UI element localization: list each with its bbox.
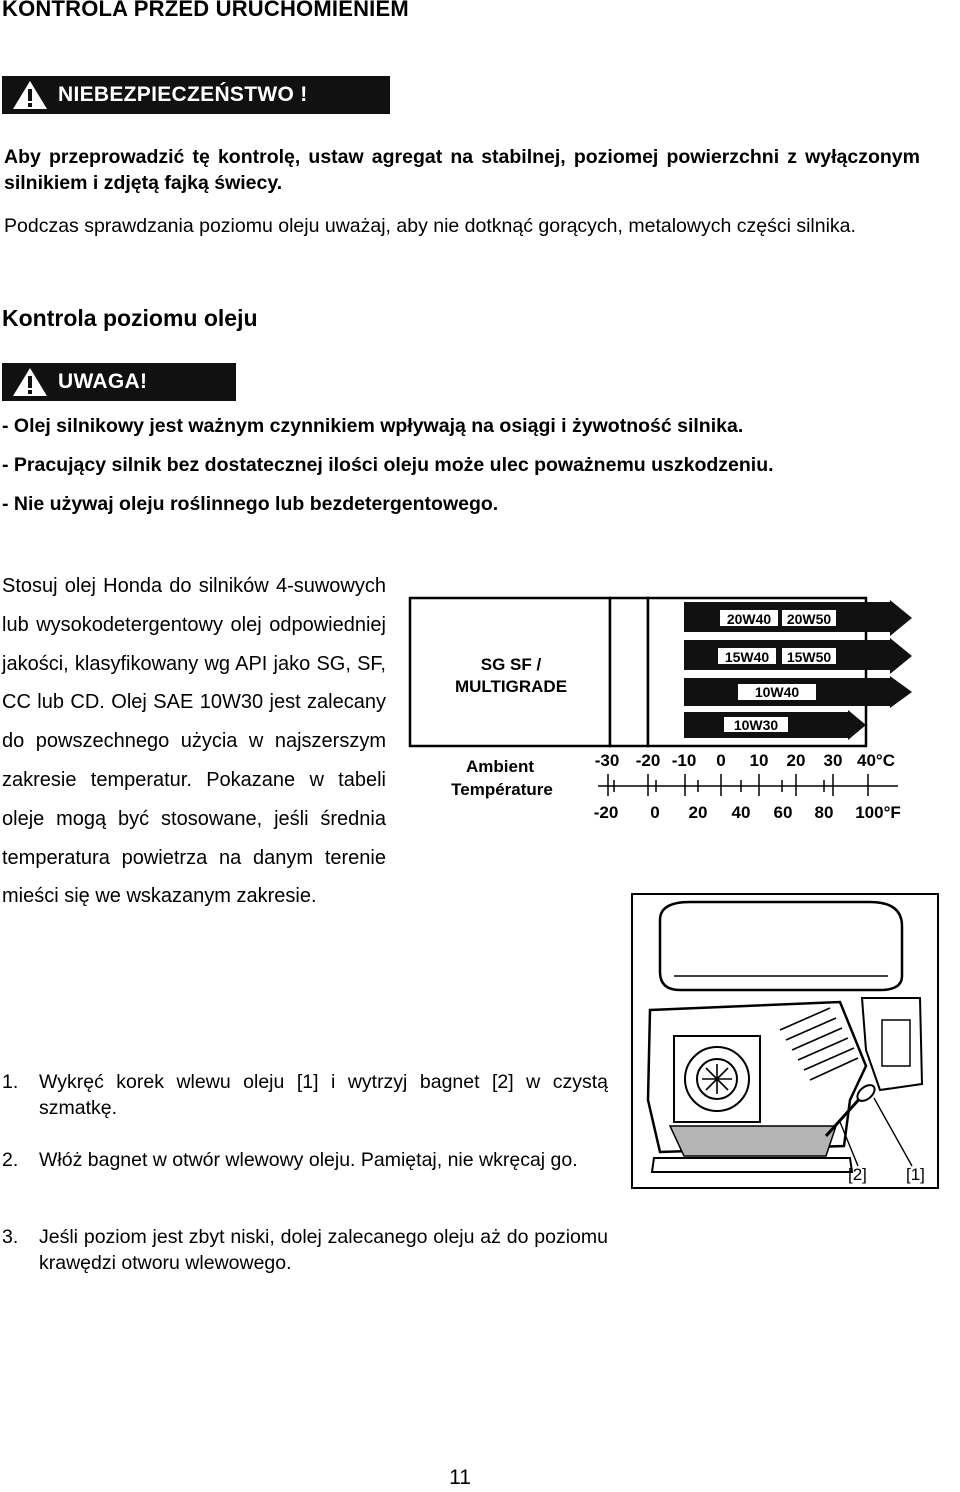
engine-illustration (630, 890, 956, 1192)
step-number: 3. (2, 1226, 19, 1248)
warning-icon (12, 80, 48, 110)
step-text: Wykręć korek wlewu oleju [1] i wytrzyj bagnet [2] w czystą szmatkę. (39, 1071, 608, 1119)
fahrenheit-tick: -20 (593, 803, 619, 822)
fahrenheit-tick: 20 (688, 803, 708, 822)
celsius-tick: -30 (594, 751, 620, 770)
step-text: Włóż bagnet w otwór wlewowy oleju. Pamiętaj, nie wkręcaj go. (39, 1149, 578, 1171)
tick-marks (608, 774, 868, 796)
celsius-tick: 30 (823, 751, 843, 770)
danger-label: NIEBEZPIECZEŃSTWO ! (58, 83, 308, 106)
ambient-label: Ambient (466, 757, 534, 776)
celsius-tick: 20 (786, 751, 806, 770)
bar-label: 15W40 (724, 649, 770, 665)
celsius-tick: 10 (749, 751, 769, 770)
danger-paragraph-1: Aby przeprowadzić tę kontrolę, ustaw agregat na stabilnej, poziomej powierzchni z wyłączonym silnikiem i zdjętą fajką świecy. (4, 146, 920, 194)
danger-paragraph-2: Podczas sprawdzania poziomu oleju uważaj, aby nie dotknąć gorących, metalowych części silnika. (4, 215, 856, 237)
fahrenheit-tick: 40 (731, 803, 751, 822)
page-number: 11 (449, 1466, 471, 1489)
fahrenheit-tick: 0 (650, 803, 660, 822)
bar-label: 10W30 (733, 717, 779, 733)
caution-banner (2, 363, 236, 401)
section-subheading: Kontrola poziomu oleju (2, 305, 258, 331)
warning-icon (12, 367, 48, 397)
fahrenheit-axis (594, 803, 901, 822)
step-text: Jeśli poziom jest zbyt niski, dolej zalecanego oleju aż do poziomu krawędzi otworu wlewowego. (39, 1226, 608, 1274)
chart-column (610, 598, 648, 746)
celsius-tick: 40°C (857, 751, 895, 770)
callout-cap: [1] (906, 1165, 925, 1184)
callout-dipstick: [2] (848, 1165, 867, 1184)
step-item (2, 1147, 608, 1173)
caution-item: - Olej silnikowy jest ważnym czynnikiem wpływają na osiągi i żywotność silnika. (2, 415, 744, 437)
grade-label: MULTIGRADE (454, 677, 568, 696)
oil-sump (670, 1126, 836, 1156)
step-number: 1. (2, 1071, 19, 1093)
oil-viscosity-chart (408, 596, 918, 828)
fuel-tank (660, 902, 902, 990)
fahrenheit-tick: 100°F (855, 803, 901, 822)
bar-label: 10W40 (754, 684, 800, 700)
oil-recommendation-text: Stosuj olej Honda do silników 4-suwowych lub wysokodetergentowy olej odpowiedniej jakości, klasyfikowany wg API jako SG, SF, CC lub CD. Olej SAE 10W30 jest zalecany do powszechnego użycia w najszerszym zakresie temperatur. Pokazane w tabeli oleje mogą być stosowane, jeśli średnia temperatura powietrza na danym terenie mieści się we wskazanym zakresie. (2, 575, 386, 908)
celsius-tick: -20 (635, 751, 661, 770)
celsius-tick: -10 (671, 751, 697, 770)
step-number: 2. (2, 1149, 19, 1171)
caution-label: UWAGA! (58, 370, 148, 393)
page-title: KONTROLA PRZED URUCHOMIENIEM (2, 0, 409, 21)
fahrenheit-tick: 60 (773, 803, 793, 822)
caution-item: - Nie używaj oleju roślinnego lub bezdetergentowego. (2, 493, 499, 515)
danger-banner (2, 76, 390, 114)
bar-label: 20W50 (786, 611, 832, 627)
fahrenheit-tick: 80 (814, 803, 834, 822)
celsius-axis (595, 751, 895, 770)
bar-label: 15W50 (786, 649, 832, 665)
celsius-tick: 0 (716, 751, 726, 770)
step-item (2, 1224, 608, 1276)
bar-label: 20W40 (726, 611, 772, 627)
step-item (2, 1069, 608, 1121)
ambient-label: Température (451, 780, 553, 799)
grade-label: SG SF / (480, 655, 542, 674)
caution-item: - Pracujący silnik bez dostatecznej ilości oleju może ulec poważnemu uszkodzeniu. (2, 454, 774, 476)
